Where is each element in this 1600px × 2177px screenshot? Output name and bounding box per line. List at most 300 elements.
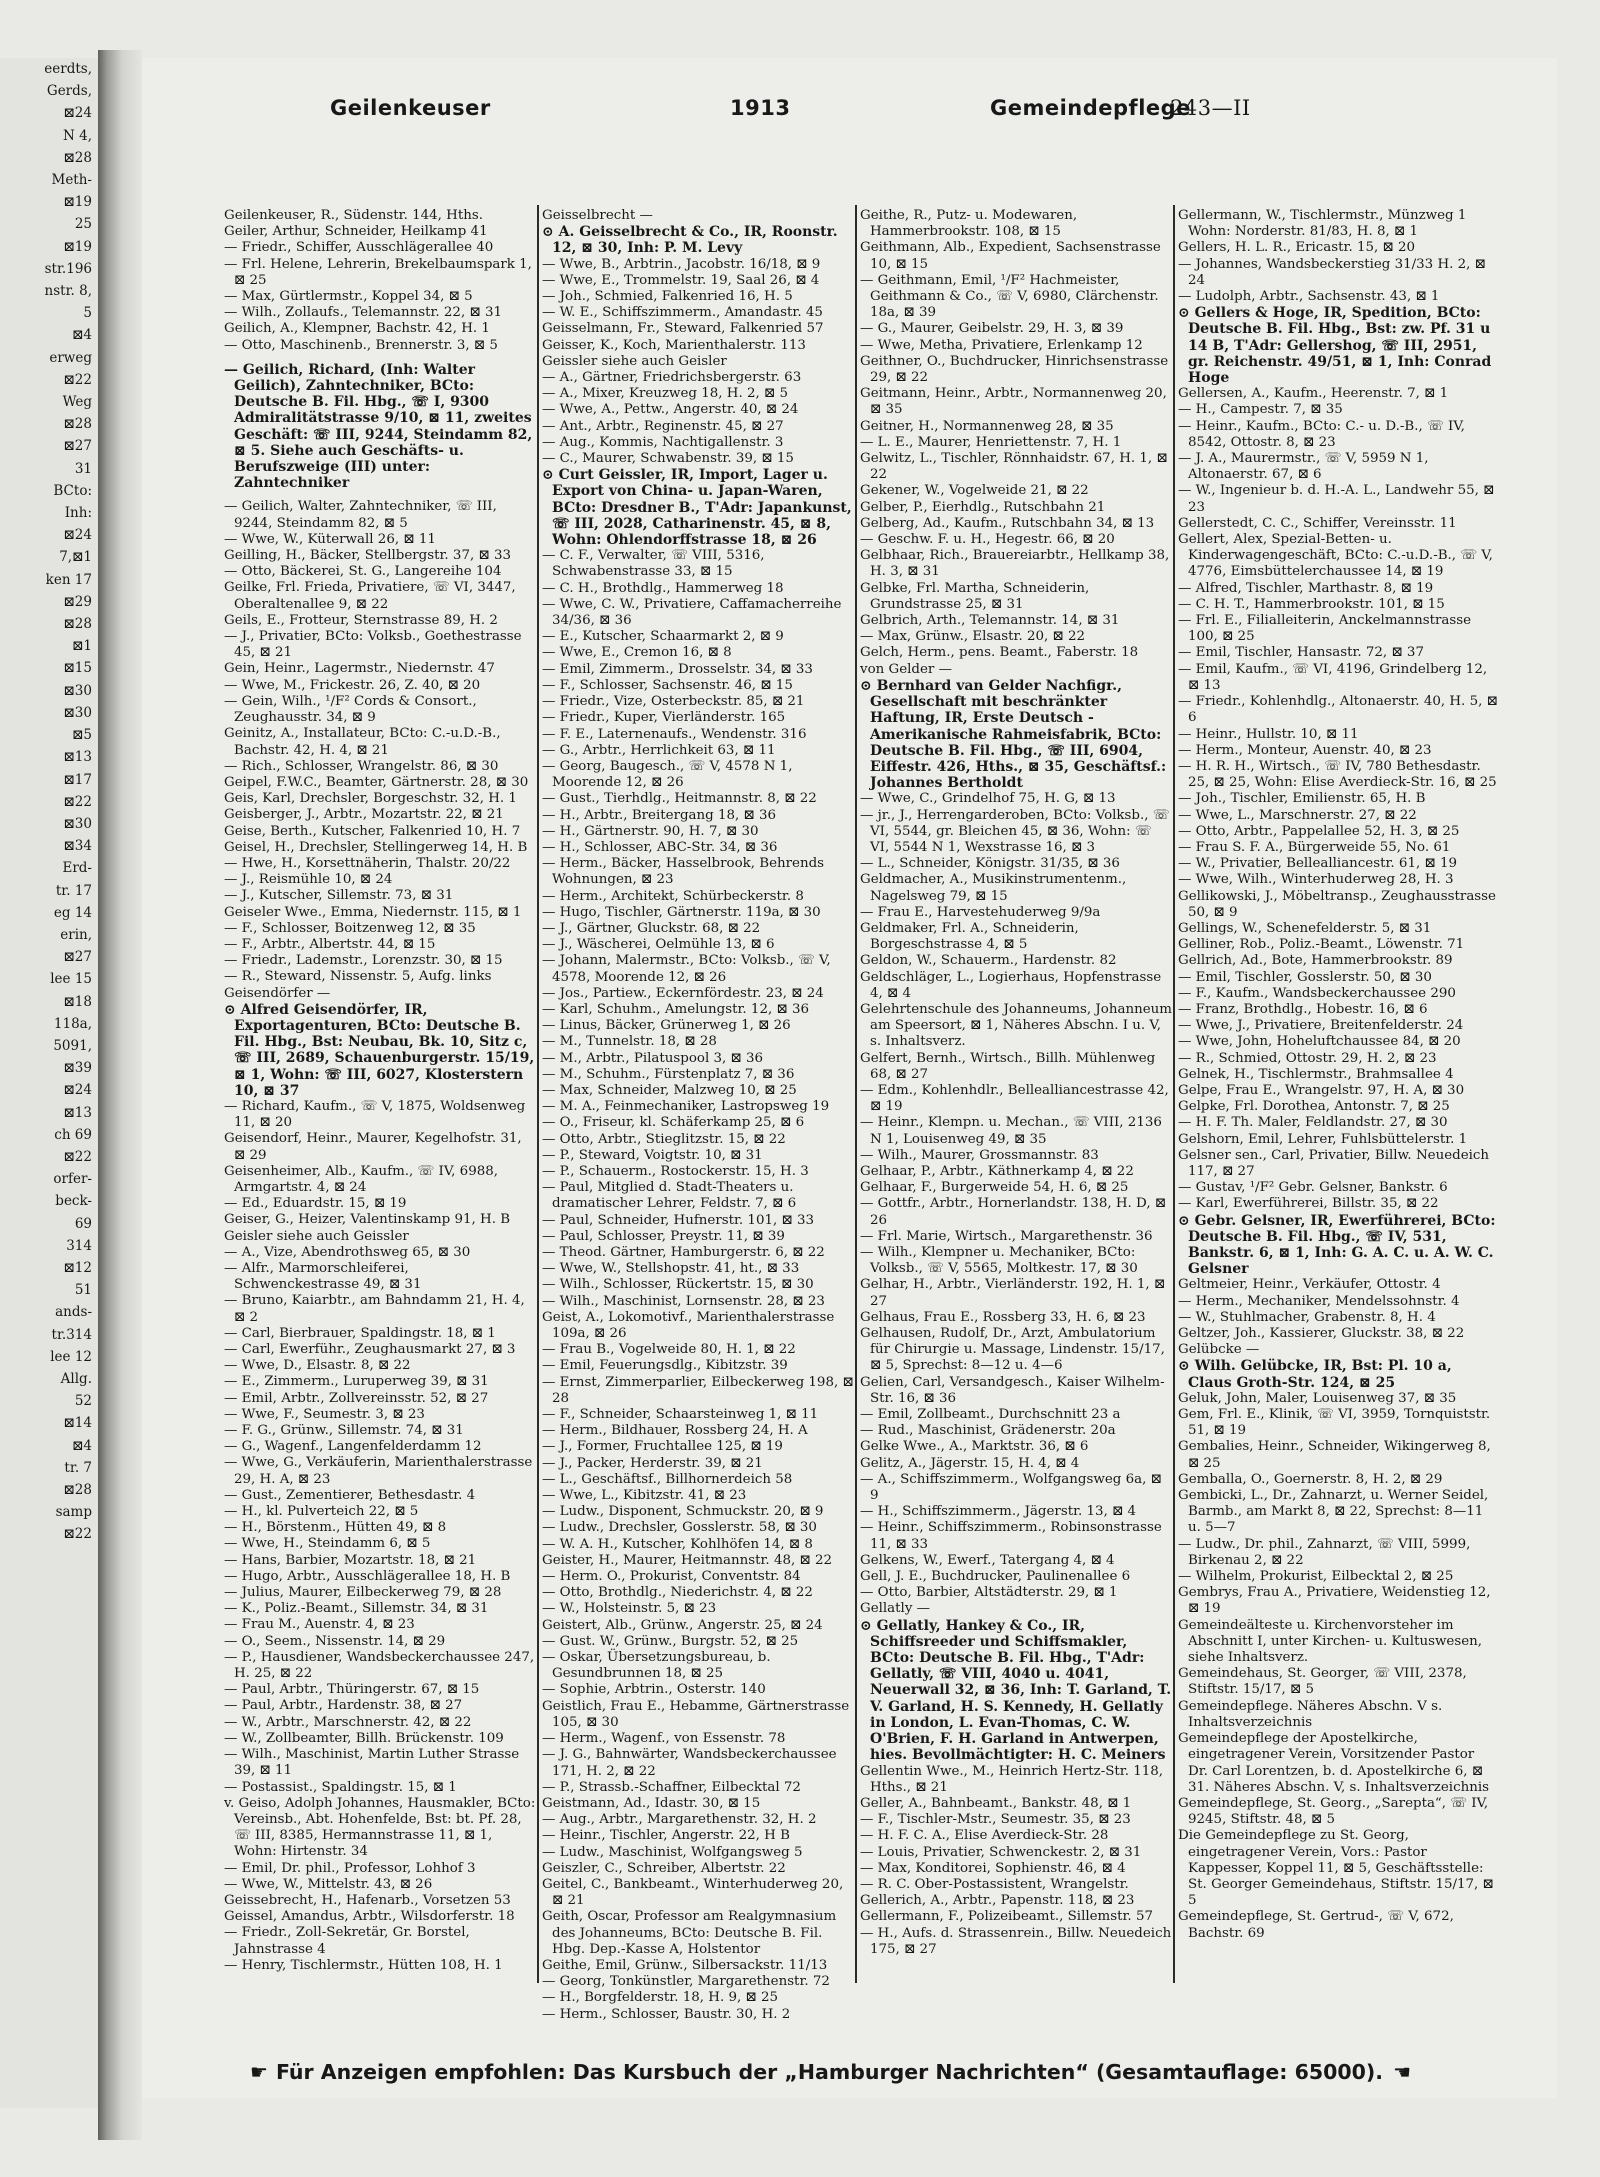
directory-entry: — Friedr., Lademstr., Lorenzstr. 30, ⊠ 15: [224, 953, 503, 969]
previous-page-fragment: 5: [83, 305, 92, 322]
directory-entry: ⊙ Alfred Geisendörfer, IR, Exportagenturen, BCto: Deutsche B. Fil. Hbg., Bst: Neubau, Bk. 10, Sitz c, ☏ III, 2689, Schauenburgerstr. 15/19, ⊠ 1, Wohn: ☏ III, 6027, Klosterstern 10, ⊠ 37: [224, 1001, 535, 1099]
directory-entry: — Emil, Tischler, Hansastr. 72, ⊠ 37: [1178, 645, 1424, 661]
directory-entry: — Ernst, Zimmerparlier, Eilbeckerweg 198, ⊠ 28: [542, 1374, 854, 1406]
directory-entry: Gellermann, F., Polizeibeamt., Sillemstr. 57: [860, 1909, 1153, 1925]
previous-page-fragment: eerdts,: [44, 61, 92, 77]
directory-entry: Gelnek, H., Tischlermstr., Brahmsallee 4: [1178, 1066, 1454, 1082]
directory-entry: — Wwe, W., Stellshopstr. 41, ht., ⊠ 33: [542, 1261, 800, 1277]
directory-entry: — Aug., Arbtr., Margarethenstr. 32, H. 2: [542, 1812, 817, 1828]
directory-entry: — Frau B., Vogelweide 80, H. 1, ⊠ 22: [542, 1342, 796, 1358]
directory-entry: — Otto, Barbier, Altstädterstr. 29, ⊠ 1: [860, 1585, 1118, 1601]
directory-entry: — C. F., Verwalter, ☏ VIII, 5316, Schwabenstrasse 33, ⊠ 15: [542, 548, 765, 580]
previous-page-fragment: ⊠15: [63, 660, 92, 677]
directory-entry: Geltzer, Joh., Kassierer, Gluckstr. 38, ⊠ 22: [1178, 1326, 1465, 1342]
directory-entry: — F., Schneider, Schaarsteinweg 1, ⊠ 11: [542, 1407, 819, 1423]
directory-entry: Geisberger, J., Arbtr., Mozartstr. 22, ⊠ 21: [224, 807, 504, 823]
directory-entry: — Otto, Brothdlg., Niederichstr. 4, ⊠ 22: [542, 1585, 813, 1601]
directory-entry: Geinitz, A., Installateur, BCto: C.-u.D.-B., Bachstr. 42, H. 4, ⊠ 21: [224, 726, 501, 758]
directory-entry: — H., Arbtr., Breitergang 18, ⊠ 36: [542, 807, 777, 823]
directory-entry: Gelkens, W., Ewerf., Tatergang 4, ⊠ 4: [860, 1552, 1115, 1568]
directory-entry: Gelliner, Rob., Poliz.-Beamt., Löwenstr. 71: [1178, 937, 1465, 953]
directory-entry: — F., Tischler-Mstr., Seumestr. 35, ⊠ 23: [860, 1812, 1131, 1828]
directory-entry: — Rich., Schlosser, Wrangelstr. 86, ⊠ 30: [224, 758, 499, 774]
directory-entry: Gellers, H. L. R., Ericastr. 15, ⊠ 20: [1178, 240, 1416, 256]
directory-entry: — Herm. O., Prokurist, Conventstr. 84: [542, 1569, 801, 1585]
directory-entry: — R. C. Ober-Postassistent, Wrangelstr.: [860, 1876, 1129, 1892]
directory-entry: — Louis, Privatier, Schwenckestr. 2, ⊠ 31: [860, 1844, 1142, 1860]
directory-entry: — Friedr., Schiffer, Ausschlägerallee 40: [224, 240, 494, 256]
previous-page-fragment: ⊠1: [72, 638, 92, 655]
directory-entry: Gelpke, Frl. Dorothea, Antonstr. 7, ⊠ 25: [1178, 1099, 1450, 1115]
directory-entry: Gemeindepflege der Apostelkirche, eingetragener Verein, Vorsitzender Pastor Dr. Carl Lorentzen, b. d. Apostelkirche 6, ⊠ 31. Näheres Abschn. V, s. Inhaltsverzeichnis: [1178, 1731, 1489, 1795]
directory-entry: Gelbhaar, Rich., Brauereiarbtr., Hellkamp 38, H. 3, ⊠ 31: [860, 548, 1170, 580]
directory-entry: — Carl, Bierbrauer, Spaldingstr. 18, ⊠ 1: [224, 1325, 496, 1341]
directory-entry: Geiser, G., Heizer, Valentinskamp 91, H. B: [224, 1212, 511, 1228]
directory-entry: Geister, H., Maurer, Heitmannstr. 48, ⊠ 22: [542, 1552, 833, 1568]
directory-entry: Gemeindepflege, St. Gertrud-, ☏ V, 672, Bachstr. 69: [1178, 1909, 1454, 1941]
directory-entry: Geitmann, Heinr., Arbtr., Normannenweg 20, ⊠ 35: [860, 386, 1167, 418]
directory-entry: Gellersen, A., Kaufm., Heerenstr. 7, ⊠ 1: [1178, 386, 1449, 402]
directory-entry: — Herm., Architekt, Schürbeckerstr. 8: [542, 888, 804, 904]
directory-entry: — Geilich, Walter, Zahntechniker, ☏ III, 9244, Steindamm 82, ⊠ 5: [224, 499, 497, 531]
advertisement-footer: [250, 2060, 1490, 2090]
directory-entry: — Wwe, E., Cremon 16, ⊠ 8: [542, 645, 732, 661]
directory-entry: — W., Privatier, Bellealliancestr. 61, ⊠ 19: [1178, 856, 1457, 872]
directory-entry: Geiler, Arthur, Schneider, Heilkamp 41: [224, 224, 488, 240]
previous-page-fragment: ⊠19: [63, 238, 92, 255]
directory-entry: — H., Schlosser, ABC-Str. 34, ⊠ 36: [542, 839, 778, 855]
directory-entry: Gemballa, O., Goernerstr. 8, H. 2, ⊠ 29: [1178, 1471, 1443, 1487]
directory-entry: — Paul, Schneider, Hufnerstr. 101, ⊠ 33: [542, 1212, 815, 1228]
directory-entry: — Emil, Feuerungsdlg., Kibitzstr. 39: [542, 1358, 788, 1374]
directory-entry: ⊙ Gebr. Gelsner, IR, Ewerführerei, BCto: Deutsche B. Fil. Hbg., ☏ IV, 531, Bankstr. 6, ⊠ 1, Inh: G. A. C. u. A. W. C. Gelsner: [1178, 1212, 1496, 1278]
directory-entry: Gelberg, Ad., Kaufm., Rutschbahn 34, ⊠ 13: [860, 515, 1155, 531]
column-rule: [855, 205, 857, 1983]
previous-page-fragment: 69: [74, 1215, 92, 1232]
directory-entry: — E., Kutscher, Schaarmarkt 2, ⊠ 9: [542, 629, 784, 645]
previous-page-fragment: ⊠4: [72, 1437, 92, 1454]
directory-entry: — Alfr., Marmorschleiferei, Schwenckestrasse 49, ⊠ 31: [224, 1261, 422, 1293]
previous-page-fragment: lee 15: [50, 971, 92, 988]
directory-entry: — Heinr., Klempn. u. Mechan., ☏ VIII, 2136 N 1, Louisenweg 49, ⊠ 35: [860, 1115, 1162, 1147]
previous-page-fragment: ⊠24: [63, 105, 92, 122]
directory-entry: — Wwe, B., Arbtrin., Jacobstr. 16/18, ⊠ 9: [542, 256, 821, 272]
directory-entry: — Frl. Marie, Wirtsch., Margarethenstr. 36: [860, 1228, 1153, 1244]
directory-entry: Geisel, H., Drechsler, Stellingerweg 14, H. B: [224, 839, 528, 855]
directory-entry: — J., Former, Fruchtallee 125, ⊠ 19: [542, 1439, 783, 1455]
directory-entry: — Carl, Ewerführ., Zeughausmarkt 27, ⊠ 3: [224, 1342, 516, 1358]
directory-entry: — O., Friseur, kl. Schäferkamp 25, ⊠ 6: [542, 1115, 805, 1131]
previous-page-fragment: samp: [55, 1504, 92, 1521]
directory-entry: — Friedr., Kohlenhdlg., Altonaerstr. 40, H. 5, ⊠ 6: [1178, 694, 1498, 726]
footer-text: Für Anzeigen empfohlen: Das Kursbuch der „Hamburger Nachrichten“ (Gesamtauflage: 65000).: [275, 2060, 1384, 2084]
directory-entry: Geisendörfer —: [224, 985, 331, 1001]
directory-entry: — H., Campestr. 7, ⊠ 35: [1178, 402, 1343, 418]
directory-entry: — Henry, Tischlermstr., Hütten 108, H. 1: [224, 1957, 503, 1973]
directory-entry: — O., Seem., Nissenstr. 14, ⊠ 29: [224, 1633, 446, 1649]
directory-entry: Gelber, P., Eierhdlg., Rutschbahn 21: [860, 499, 1106, 515]
directory-entry: Gelbke, Frl. Martha, Schneiderin, Grundstrasse 25, ⊠ 31: [860, 580, 1090, 612]
header-last-name: Gemeindepflege: [990, 96, 1191, 120]
directory-entry: — G., Wagenf., Langenfelderdamm 12: [224, 1439, 482, 1455]
directory-entry: — P., Hausdiener, Wandsbeckerchaussee 247, H. 25, ⊠ 22: [224, 1649, 535, 1682]
directory-entry: — H. R. H., Wirtsch., ☏ IV, 780 Bethesdastr. 25, ⊠ 25, Wohn: Elise Averdieck-Str. 16, ⊠ 25: [1178, 758, 1497, 791]
directory-entry: — Franz, Brothdlg., Hobestr. 16, ⊠ 6: [1178, 1001, 1428, 1017]
directory-entry: — Geilich, Richard, (Inh: Walter Geilich), Zahntechniker, BCto: Deutsche B. Fil. Hbg., ☏ I, 9300 Admiralitätstrasse 9/10, ⊠ 11, zweites Geschäft: ☏ III, 9244, Steindamm 82, ⊠ 5. Siehe auch Geschäfts- u. Berufszweige (III) unter: Zahntechniker: [224, 361, 533, 492]
directory-entry: — Wwe, Metha, Privatiere, Erlenkamp 12: [860, 337, 1143, 353]
directory-entry: — K., Poliz.-Beamt., Sillemstr. 34, ⊠ 31: [224, 1601, 489, 1617]
directory-entry: Geist, A., Lokomotivf., Marienthalerstrasse 109a, ⊠ 26: [542, 1309, 835, 1342]
directory-entry: — Wwe, E., Trommelstr. 19, Saal 26, ⊠ 4: [542, 272, 820, 288]
directory-entry: Gellermann, W., Tischlermstr., Münzweg 1 Wohn: Norderstr. 81/83, H. 8, ⊠ 1: [1178, 208, 1467, 240]
directory-entry: Gelübcke —: [1178, 1342, 1260, 1358]
directory-entry: — W., Stuhlmacher, Grabenstr. 8, H. 4: [1178, 1309, 1436, 1325]
directory-entry: — Emil, Kaufm., ☏ VI, 4196, Grindelberg 12, ⊠ 13: [1178, 661, 1488, 693]
directory-entry: — Otto, Bäckerei, St. G., Langereihe 104: [224, 564, 502, 580]
directory-entry: Gein, Heinr., Lagermstr., Niedernstr. 47: [224, 661, 495, 677]
page-header: [30, 96, 1420, 130]
directory-entry: — Emil, Dr. phil., Professor, Lohhof 3: [224, 1860, 476, 1876]
directory-entry: — Joh., Tischler, Emilienstr. 65, H. B: [1178, 791, 1426, 807]
directory-entry: — Alfred, Tischler, Marthastr. 8, ⊠ 19: [1178, 580, 1434, 596]
directory-entry: — W., Zollbeamter, Billh. Brückenstr. 109: [224, 1730, 504, 1746]
previous-page-fragment: beck-: [55, 1193, 92, 1210]
previous-page-fragment: ⊠34: [63, 838, 92, 855]
directory-entry: — Otto, Arbtr., Stieglitzstr. 15, ⊠ 22: [542, 1131, 786, 1147]
directory-entry: Geltmeier, Heinr., Verkäufer, Ottostr. 4: [1178, 1277, 1441, 1293]
directory-entry: — Ludw., Drechsler, Gosslerstr. 58, ⊠ 30: [542, 1520, 817, 1536]
previous-page-fragment: ands-: [55, 1304, 92, 1321]
directory-entry: — H., Borgfelderstr. 18, H. 9, ⊠ 25: [542, 1990, 779, 2006]
directory-entry: — J., Wäscherei, Oelmühle 13, ⊠ 6: [542, 937, 775, 953]
directory-entry: Gellings, W., Schenefelderstr. 5, ⊠ 31: [1178, 920, 1432, 936]
previous-page-edge: [0, 58, 98, 2108]
directory-entry: Geldmacher, A., Musikinstrumentenm., Nagelsweg 79, ⊠ 15: [860, 872, 1127, 904]
directory-entry: — Wwe, F., Seumestr. 3, ⊠ 23: [224, 1406, 425, 1422]
directory-entry: — Heinr., Kaufm., BCto: C.- u. D.-B., ☏ IV, 8542, Ottostr. 8, ⊠ 23: [1178, 418, 1465, 450]
directory-entry: — Wwe, L., Kibitzstr. 41, ⊠ 23: [542, 1488, 747, 1504]
directory-entry: — W., Arbtr., Marschnerstr. 42, ⊠ 22: [224, 1714, 472, 1730]
previous-page-fragment: 5091,: [53, 1037, 92, 1054]
directory-entry: Geilich, A., Klempner, Bachstr. 42, H. 1: [224, 321, 490, 337]
directory-entry: ⊙ Wilh. Gelübcke, IR, Bst: Pl. 10 a, Claus Groth-Str. 124, ⊠ 25: [1178, 1358, 1452, 1391]
previous-page-fragment: 25: [74, 216, 92, 233]
directory-entry: — Wwe, W., Küterwall 26, ⊠ 11: [224, 531, 436, 547]
directory-entry: Geitner, H., Normannenweg 28, ⊠ 35: [860, 418, 1114, 434]
previous-page-fragment: tr. 17: [55, 882, 92, 899]
directory-entry: — Heinr., Schiffszimmerm., Robinsonstrasse 11, ⊠ 33: [860, 1520, 1162, 1552]
directory-entry: — F., Schlosser, Boitzenweg 12, ⊠ 35: [224, 920, 476, 936]
directory-entry: Geldon, W., Schauerm., Hardenstr. 82: [860, 953, 1117, 969]
directory-entry: Geissler siehe auch Geisler: [542, 353, 727, 369]
directory-entry: — Hugo, Tischler, Gärtnerstr. 119a, ⊠ 30: [542, 904, 821, 920]
directory-entry: — R., Schmied, Ottostr. 29, H. 2, ⊠ 23: [1178, 1050, 1437, 1066]
previous-page-fragment: ⊠28: [63, 416, 92, 433]
previous-page-fragment: ⊠12: [63, 1259, 92, 1276]
directory-entry: — H., kl. Pulverteich 22, ⊠ 5: [224, 1504, 419, 1520]
directory-entry: Geisler siehe auch Geissler: [224, 1228, 409, 1244]
directory-entry: Gellerstedt, C. C., Schiffer, Vereinsstr. 11: [1178, 515, 1457, 531]
directory-entry: Gelhaus, Frau E., Rossberg 33, H. 6, ⊠ 23: [860, 1309, 1146, 1325]
directory-entry: — W., Ingenieur b. d. H.-A. L., Landwehr 55, ⊠ 23: [1178, 483, 1495, 515]
directory-entry: — Frl. Helene, Lehrerin, Brekelbaumspark 1, ⊠ 25: [224, 256, 532, 288]
directory-entry: Gellrich, Ad., Bote, Hammerbrookstr. 89: [1178, 953, 1453, 969]
directory-entry: — Paul, Schlosser, Preystr. 11, ⊠ 39: [542, 1228, 785, 1244]
directory-entry: Gembrys, Frau A., Privatiere, Weidenstieg 12, ⊠ 19: [1178, 1585, 1491, 1617]
directory-entry: — Max, Gürtlermstr., Koppel 34, ⊠ 5: [224, 289, 473, 305]
previous-page-fragment: ⊠24: [63, 527, 92, 544]
directory-entry: — A., Schiffszimmerm., Wolfgangsweg 6a, ⊠ 9: [860, 1471, 1162, 1504]
directory-entry: — M., Schuhm., Fürstenplatz 7, ⊠ 36: [542, 1066, 795, 1082]
directory-entry: Geisselmann, Fr., Steward, Falkenried 57: [542, 321, 824, 337]
header-year: 1913: [730, 96, 791, 120]
directory-entry: — Ludw., Maschinist, Wolfgangsweg 5: [542, 1844, 803, 1860]
directory-entry: — F., Schlosser, Sachsenstr. 46, ⊠ 15: [542, 677, 793, 693]
directory-entry: — Herm., Mechaniker, Mendelssohnstr. 4: [1178, 1293, 1460, 1309]
directory-entry: Geilenkeuser, R., Südenstr. 144, Hths.: [224, 208, 483, 223]
directory-entry: Gellentin Wwe., M., Heinrich Hertz-Str. 118, Hths., ⊠ 21: [860, 1763, 1164, 1795]
previous-page-fragment: 7,⊠1: [59, 549, 92, 566]
previous-page-fragment: ⊠28: [63, 616, 92, 633]
directory-entry: — Richard, Kaufm., ☏ V, 1875, Woldsenweg 11, ⊠ 20: [224, 1098, 526, 1131]
directory-entry: — C., Maurer, Schwabenstr. 39, ⊠ 15: [542, 451, 794, 467]
directory-entry: — Karl, Ewerführerei, Billstr. 35, ⊠ 22: [1178, 1196, 1439, 1212]
directory-entry: — H., Schiffszimmerm., Jägerstr. 13, ⊠ 4: [860, 1504, 1137, 1520]
directory-entry: — C. H., Brothdlg., Hammerweg 18: [542, 580, 784, 596]
directory-entry: — W. E., Schiffszimmerm., Amandastr. 45: [542, 305, 823, 321]
directory-entry: — M., Arbtr., Pilatuspool 3, ⊠ 36: [542, 1050, 764, 1066]
previous-page-fragment: BCto:: [53, 482, 92, 499]
directory-entry: — F. G., Grünw., Sillemstr. 74, ⊠ 31: [224, 1423, 464, 1439]
previous-page-fragment: N 4,: [63, 127, 92, 144]
directory-entry: — J. G., Bahnwärter, Wandsbeckerchaussee 171, H. 2, ⊠ 22: [542, 1747, 837, 1779]
directory-column-4: [1178, 208, 1498, 1978]
directory-entry: — G., Maurer, Geibelstr. 29, H. 3, ⊠ 39: [860, 321, 1124, 337]
previous-page-fragment: tr. 7: [64, 1459, 92, 1476]
directory-entry: Gell, J. E., Buchdrucker, Paulinenallee 6: [860, 1569, 1131, 1585]
previous-page-fragment: ⊠4: [72, 327, 92, 344]
directory-entry: — Heinr., Hullstr. 10, ⊠ 11: [1178, 726, 1359, 742]
directory-entry: — Linus, Bäcker, Grünerweg 1, ⊠ 26: [542, 1018, 791, 1034]
directory-entry: — Gust. W., Grünw., Burgstr. 52, ⊠ 25: [542, 1633, 799, 1649]
directory-entry: — Julius, Maurer, Eilbeckerweg 79, ⊠ 28: [224, 1585, 502, 1601]
previous-page-fragment: ⊠28: [63, 149, 92, 166]
directory-entry: — Ludw., Dr. phil., Zahnarzt, ☏ VIII, 5999, Birkenau 2, ⊠ 22: [1178, 1536, 1471, 1568]
previous-page-fragment: ⊠39: [63, 1060, 92, 1077]
directory-entry: — J., Privatier, BCto: Volksb., Goethestrasse 45, ⊠ 21: [224, 629, 522, 661]
directory-entry: Geis, Karl, Drechsler, Borgeschstr. 32, H. 1: [224, 791, 517, 807]
directory-entry: — J. A., Maurermstr., ☏ V, 5959 N 1, Altonaerstr. 67, ⊠ 6: [1178, 451, 1429, 483]
directory-entry: Gelbrich, Arth., Telemannstr. 14, ⊠ 31: [860, 613, 1120, 629]
directory-entry: — Wilh., Maschinist, Martin Luther Strasse 39, ⊠ 11: [224, 1747, 520, 1779]
directory-entry: — Karl, Schuhm., Amelungstr. 12, ⊠ 36: [542, 1001, 810, 1017]
directory-entry: ⊙ Bernhard van Gelder Nachfigr., Gesellschaft mit beschränkter Haftung, IR, Erste Deutsch - Amerikanische Rahmeisfabrik, BCto: Deutsche B. Fil. Hbg., ☏ III, 6904, Eiffestr. 426, Hths., ⊠ 35, Geschäftsf.: Johannes Bertholdt: [860, 677, 1167, 792]
directory-entry: ⊙ Gellers & Hoge, IR, Spedition, BCto: Deutsche B. Fil. Hbg., Bst: zw. Pf. 31 u 14 B, T'Adr: Gellershog, ☏ III, 2951, gr. Reichenstr. 49/51, ⊠ 1, Inh: Conrad Hoge: [1178, 305, 1492, 387]
directory-entry: — Wilh., Schlosser, Rückertstr. 15, ⊠ 30: [542, 1277, 814, 1293]
directory-entry: Gelhausen, Rudolf, Dr., Arzt, Ambulatorium für Chirurgie u. Massage, Lindenstr. 15/17, ⊠ 5, Sprechst: 8—12 u. 4—6: [860, 1326, 1165, 1374]
directory-entry: Geistmann, Ad., Idastr. 30, ⊠ 15: [542, 1795, 761, 1811]
directory-entry: Geller, A., Bahnbeamt., Bankstr. 48, ⊠ 1: [860, 1795, 1132, 1811]
directory-entry: — Paul, Arbtr., Thüringerstr. 67, ⊠ 15: [224, 1682, 480, 1698]
previous-page-fragment: ⊠18: [63, 993, 92, 1010]
directory-entry: — Wilh., Maurer, Grossmannstr. 83: [860, 1147, 1099, 1163]
directory-entry: Geilling, H., Bäcker, Stellbergstr. 37, ⊠ 33: [224, 548, 511, 564]
previous-page-fragment: Weg: [62, 394, 92, 411]
previous-page-fragment: ⊠5: [72, 727, 92, 744]
previous-page-fragment: ch 69: [54, 1126, 92, 1143]
directory-entry: — Wwe, L., Marschnerstr. 27, ⊠ 22: [1178, 807, 1417, 823]
directory-entry: — M. A., Feinmechaniker, Lastropsweg 19: [542, 1099, 830, 1115]
previous-page-fragment: ⊠28: [63, 1482, 92, 1498]
page-number: 243—II: [1170, 96, 1251, 120]
directory-entry: — F., Arbtr., Albertstr. 44, ⊠ 15: [224, 936, 436, 952]
directory-entry: — Gottfr., Arbtr., Hornerlandstr. 138, H. D, ⊠ 26: [860, 1196, 1167, 1228]
directory-entry: — Wwe, C., Grindelhof 75, H. G, ⊠ 13: [860, 791, 1116, 807]
column-rule: [537, 205, 539, 1983]
directory-entry: von Gelder —: [860, 661, 952, 677]
directory-entry: — Sophie, Arbtrin., Osterstr. 140: [542, 1682, 766, 1698]
directory-entry: — Wilh., Maschinist, Lornsenstr. 28, ⊠ 23: [542, 1293, 825, 1309]
directory-entry: Geisser, K., Koch, Marienthalerstr. 113: [542, 337, 806, 353]
directory-entry: Gemeindepflege. Näheres Abschn. V s. Inhaltsverzeichnis: [1178, 1698, 1443, 1730]
directory-entry: — A., Mixer, Kreuzweg 18, H. 2, ⊠ 5: [542, 386, 788, 402]
previous-page-fragment: erin,: [60, 926, 92, 943]
directory-entry: — Aug., Kommis, Nachtigallenstr. 3: [542, 434, 784, 450]
directory-entry: — Emil, Zollbeamt., Durchschnitt 23 a: [860, 1407, 1121, 1423]
directory-entry: — H., Börstenm., Hütten 49, ⊠ 8: [224, 1520, 447, 1536]
directory-entry: Geithner, O., Buchdrucker, Hinrichsenstrasse 29, ⊠ 22: [860, 353, 1169, 386]
directory-entry: — A., Gärtner, Friedrichsbergerstr. 63: [542, 370, 802, 386]
directory-entry: — Wwe, J., Privatiere, Breitenfelderstr. 24: [1178, 1018, 1464, 1034]
directory-entry: Gelhar, H., Arbtr., Vierländerstr. 192, H. 1, ⊠ 27: [860, 1277, 1166, 1309]
directory-entry: — Wwe, G., Verkäuferin, Marienthalerstrasse 29, H. A, ⊠ 23: [224, 1455, 533, 1487]
directory-entry: — Friedr., Vize, Osterbeckstr. 85, ⊠ 21: [542, 694, 805, 710]
directory-entry: Geldschläger, L., Logierhaus, Hopfenstrasse 4, ⊠ 4: [860, 969, 1162, 1001]
directory-entry: Geissebrecht, H., Hafenarb., Vorsetzen 53: [224, 1892, 511, 1908]
previous-page-fragment: 51: [74, 1282, 92, 1299]
previous-page-fragment: ⊠22: [63, 1526, 92, 1543]
directory-entry: [224, 491, 536, 499]
directory-entry: Gelhaar, P., Arbtr., Käthnerkamp 4, ⊠ 22: [860, 1163, 1134, 1179]
directory-entry: Gelsner sen., Carl, Privatier, Billw. Neuedeich 117, ⊠ 27: [1178, 1147, 1490, 1179]
directory-entry: — G., Arbtr., Herrlichkeit 63, ⊠ 11: [542, 742, 776, 758]
directory-entry: — Wwe, C. W., Privatiere, Caffamacherreihe 34/36, ⊠ 36: [542, 596, 842, 629]
directory-entry: — Wwe, John, Hoheluftchaussee 84, ⊠ 20: [1178, 1034, 1461, 1050]
directory-entry: — Wwe, Wilh., Winterhuderweg 28, H. 3: [1178, 872, 1454, 888]
directory-entry: — Rud., Maschinist, Grädenerstr. 20a: [860, 1423, 1116, 1439]
directory-entry: — Frau S. F. A., Bürgerweide 55, No. 61: [1178, 839, 1451, 855]
header-first-name: Geilenkeuser: [330, 96, 491, 120]
directory-entry: Die Gemeindepflege zu St. Georg, eingetragener Verein, Vors.: Pastor Kappesser, Koppel 11, ⊠ 5, Geschäftsstelle: St. Georger Gemeindehaus, Stiftstr. 15/17, ⊠ 5: [1178, 1828, 1494, 1909]
directory-entry: — Emil, Tischler, Gosslerstr. 50, ⊠ 30: [1178, 969, 1432, 985]
directory-entry: — Max, Schneider, Malzweg 10, ⊠ 25: [542, 1082, 797, 1098]
previous-page-fragment: ⊠30: [63, 704, 92, 721]
directory-entry: Geith, Oscar, Professor am Realgymnasium des Johanneums, BCto: Deutsche B. Fil. Hbg. Dep.-Kasse A, Holstentor: [542, 1909, 837, 1957]
previous-page-fragment: ⊠22: [63, 793, 92, 810]
previous-page-fragment: 31: [74, 460, 92, 477]
directory-entry: — H., Gärtnerstr. 90, H. 7, ⊠ 30: [542, 823, 759, 839]
previous-page-fragment: ⊠30: [63, 682, 92, 699]
directory-entry: Gemeindepflege, St. Georg., „Sarepta“, ☏ IV, 9245, Stiftstr. 48, ⊠ 5: [1178, 1795, 1489, 1828]
directory-entry: — Hwe, H., Korsettnäherin, Thalstr. 20/22: [224, 855, 511, 871]
directory-entry: — Georg, Baugesch., ☏ V, 4578 N 1, Moorende 12, ⊠ 26: [542, 758, 793, 791]
previous-page-fragment: Gerds,: [46, 83, 92, 100]
directory-entry: [224, 354, 536, 362]
directory-entry: Geithe, Emil, Grünw., Silbersackstr. 11/13: [542, 1957, 828, 1973]
directory-entry: — Bruno, Kaiarbtr., am Bahndamm 21, H. 4, ⊠ 2: [224, 1293, 525, 1325]
directory-entry: Gelpe, Frau E., Wrangelstr. 97, H. A, ⊠ 30: [1178, 1082, 1465, 1098]
directory-entry: — Friedr., Kuper, Vierländerstr. 165: [542, 710, 786, 726]
directory-entry: — P., Strassb.-Schaffner, Eilbecktal 72: [542, 1779, 801, 1795]
directory-entry: — H. F. Th. Maler, Feldlandstr. 27, ⊠ 30: [1178, 1115, 1448, 1131]
directory-entry: — Jos., Partiew., Eckernfördestr. 23, ⊠ 24: [542, 985, 824, 1001]
directory-entry: — Herm., Bildhauer, Rossberg 24, H. A: [542, 1423, 808, 1439]
previous-page-fragment: 118a,: [53, 1015, 92, 1032]
directory-entry: — H., Aufs. d. Strassenrein., Billw. Neuedeich 175, ⊠ 27: [860, 1925, 1172, 1957]
directory-entry: — Herm., Monteur, Auenstr. 40, ⊠ 23: [1178, 742, 1432, 758]
directory-entry: — Frau E., Harvestehuderweg 9/9a: [860, 904, 1101, 920]
directory-entry: — F. E., Laternenaufs., Wendenstr. 316: [542, 726, 807, 742]
directory-entry: Geissel, Amandus, Arbtr., Wilsdorferstr. 18: [224, 1909, 515, 1925]
directory-entry: — W., Holsteinstr. 5, ⊠ 23: [542, 1601, 717, 1617]
directory-entry: — jr., J., Herrengarderoben, BCto: Volksb., ☏ VI, 5544, gr. Bleichen 45, ⊠ 36, Wohn: ☏ VI, 5544 N 1, Wexstrasse 16, ⊠ 3: [860, 807, 1170, 855]
pointing-hand-icon: ☚: [1393, 2060, 1412, 2084]
directory-entry: — Herm., Wagenf., von Essenstr. 78: [542, 1731, 786, 1747]
pointing-hand-icon: ☛: [250, 2060, 268, 2084]
directory-entry: Gekener, W., Vogelweide 21, ⊠ 22: [860, 483, 1089, 499]
directory-entry: Gelke Wwe., A., Marktstr. 36, ⊠ 6: [860, 1439, 1089, 1455]
directory-entry: Gembalies, Heinr., Schneider, Wikingerweg 8, ⊠ 25: [1178, 1439, 1491, 1471]
directory-entry: Gemeindehaus, St. Georger, ☏ VIII, 2378, Stiftstr. 15/17, ⊠ 5: [1178, 1666, 1467, 1698]
previous-page-fragment: Allg.: [60, 1370, 92, 1387]
directory-entry: Gelwitz, L., Tischler, Rönnhaidstr. 67, H. 1, ⊠ 22: [860, 451, 1168, 483]
directory-entry: — M., Tunnelstr. 18, ⊠ 28: [542, 1034, 717, 1050]
directory-entry: — Theod. Gärtner, Hamburgerstr. 6, ⊠ 22: [542, 1245, 825, 1260]
previous-page-fragment: ⊠30: [63, 815, 92, 832]
directory-entry: ⊙ A. Geisselbrecht & Co., IR, Roonstr. 12, ⊠ 30, Inh: P. M. Levy: [542, 224, 838, 257]
previous-page-fragment: ⊠13: [63, 1104, 92, 1121]
directory-entry: — Georg, Tonkünstler, Margarethenstr. 72: [542, 1974, 830, 1990]
directory-entry: — Oskar, Übersetzungsbureau, b. Gesundbrunnen 18, ⊠ 25: [542, 1650, 771, 1682]
directory-entry: Geithe, R., Putz- u. Modewaren, Hammerbrookstr. 108, ⊠ 15: [860, 208, 1078, 240]
directory-entry: ⊙ Curt Geissler, IR, Import, Lager u. Export von China- u. Japan-Waren, BCto: Dresdner B., T'Adr: Japankunst, ☏ III, 2028, Catharinenstr. 45, ⊠ 8, Wohn: Ohlendorffstrasse 18, ⊠ 26: [542, 467, 852, 549]
directory-entry: Geistert, Alb., Grünw., Angerstr. 25, ⊠ 24: [542, 1617, 823, 1633]
directory-entry: — Hans, Barbier, Mozartstr. 18, ⊠ 21: [224, 1552, 477, 1568]
previous-page-fragment: ⊠13: [63, 749, 92, 766]
directory-entry: — Heinr., Tischler, Angerstr. 22, H B: [542, 1828, 790, 1844]
previous-page-fragment: 314: [66, 1237, 92, 1254]
directory-entry: — Herm., Bäcker, Hasselbrook, Behrends Wohnungen, ⊠ 23: [542, 856, 825, 888]
previous-page-fragment: str.196: [44, 260, 92, 277]
directory-entry: v. Geiso, Adolph Johannes, Hausmakler, BCto: Vereinsb., Abt. Hohenfelde, Bst: bt. Pf. 28, ☏ III, 8385, Hermannstrasse 11, ⊠ 1, Wohn: Hirtenstr. 34: [224, 1795, 536, 1860]
directory-entry: Geils, E., Frotteur, Sternstrasse 89, H. 2: [224, 612, 498, 628]
directory-entry: — Ludolph, Arbtr., Sachsenstr. 43, ⊠ 1: [1178, 289, 1440, 305]
directory-entry: — Emil, Zimmerm., Drosselstr. 34, ⊠ 33: [542, 661, 813, 677]
directory-entry: Gembicki, L., Dr., Zahnarzt, u. Werner Seidel, Barmb., am Markt 8, ⊠ 22, Sprechst: 8—11 u. 5—7: [1178, 1488, 1489, 1536]
directory-entry: Gellikowski, J., Möbeltransp., Zeughausstrasse 50, ⊠ 9: [1178, 888, 1496, 920]
directory-entry: — Gust., Zementierer, Bethesdastr. 4: [224, 1487, 476, 1503]
directory-entry: — Max, Konditorei, Sophienstr. 46, ⊠ 4: [860, 1860, 1126, 1876]
directory-entry: — Wwe, D., Elsastr. 8, ⊠ 22: [224, 1358, 411, 1374]
previous-page-fragment: 52: [74, 1393, 92, 1410]
directory-entry: — L., Schneider, Königstr. 31/35, ⊠ 36: [860, 856, 1120, 872]
directory-entry: Geitel, C., Bankbeamt., Winterhuderweg 20, ⊠ 21: [542, 1876, 844, 1909]
previous-page-fragment: Meth-: [51, 172, 92, 189]
previous-page-fragment: erweg: [49, 349, 92, 366]
directory-entry: Geluk, John, Maler, Louisenweg 37, ⊠ 35: [1178, 1390, 1457, 1406]
directory-entry: — Emil, Arbtr., Zollvereinsstr. 52, ⊠ 27: [224, 1390, 489, 1406]
previous-page-fragment: ⊠29: [63, 593, 92, 610]
